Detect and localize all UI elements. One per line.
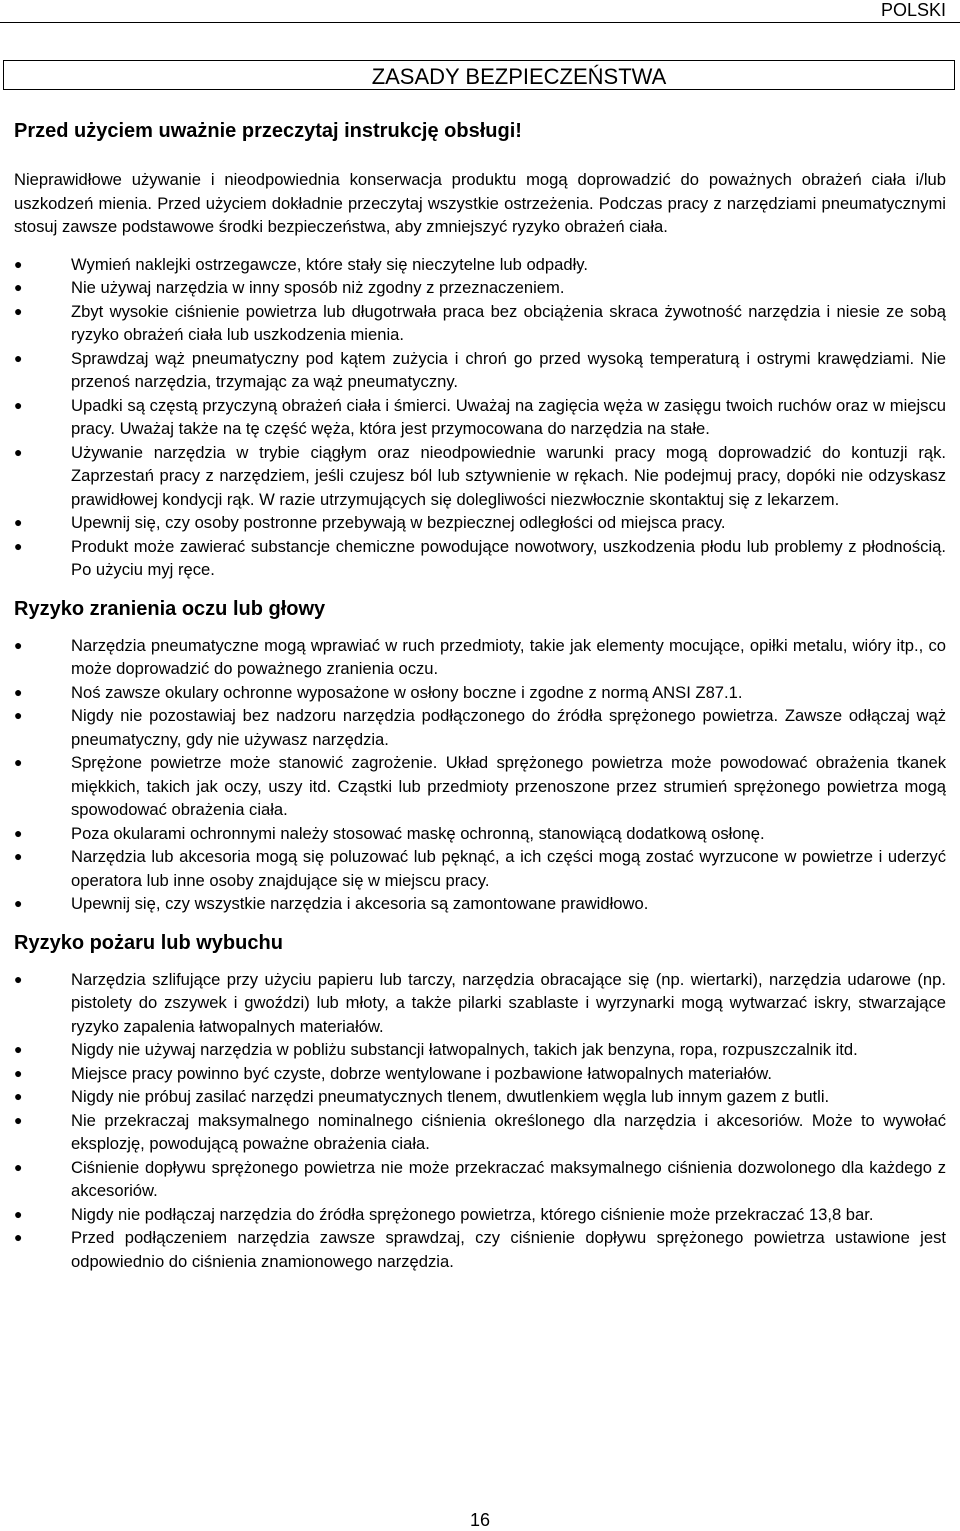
title-box [3,60,955,90]
bullet-icon: ● [14,1158,23,1175]
list-item: ● Poza okularami ochronnymi należy stosować maskę ochronną, stanowiącą dodatkową osłonę. [14,822,946,846]
bullet-icon: ● [14,1111,23,1128]
list-item: ● Produkt może zawierać substancje chemiczne powodujące nowotwory, uszkodzenia płodu lub problemy z płodnością. Po użyciu myj ręce. [14,536,946,579]
bullet-icon: ● [14,302,23,319]
list-item: ● Upewnij się, czy osoby postronne przebywają w bezpiecznej odległości od miejsca pracy. [14,511,946,535]
list-item: ● Noś zawsze okulary ochronne wyposażone w osłony boczne i zgodne z normą ANSI Z87.1. [14,681,946,705]
eyes-section-heading: Ryzyko zranienia oczu lub głowy [14,597,326,620]
bullet-icon: ● [14,396,23,413]
list-item: ● Narzędzia lub akcesoria mogą się poluzować lub pęknąć, a ich części mogą zostać wyrzucone w powietrze i uderzyć operatora lub inne osoby znajdujące się w miejscu pracy. [14,847,946,890]
list-item: ● Przed podłączeniem narzędzia zawsze sprawdzaj, czy ciśnienie dopływu sprężonego powietrza ustawione jest odpowiednio do ciśnienia znamionowego narzędzia. [14,1228,946,1271]
bullet-icon: ● [14,279,23,295]
bullet-icon: ● [14,683,23,700]
bullet-icon: ● [14,537,23,554]
page-number: 16 [469,1510,491,1530]
bullet-icon: ● [14,970,23,987]
fire-safety-list [14,968,946,1274]
bullet-icon: ● [14,895,23,911]
list-item: ● Miejsce pracy powinno być czyste, dobrze wentylowane i pozbawione łatwopalnych materiałów. [14,1062,946,1086]
bullet-icon: ● [14,1088,23,1104]
bullet-icon: ● [14,848,23,864]
list-item: ● Ciśnienie dopływu sprężonego powietrza nie może przekraczać maksymalnego ciśnienia dozwolonego dla każdego z akcesoriów. [14,1157,946,1200]
bullet-icon: ● [14,1229,23,1245]
list-item: ● Nigdy nie pozostawiaj bez nadzoru narzędzia podłączonego do źródła sprężonego powietrza. Zawsze odłączaj wąż pneumatyczny, gdy nie używasz narzędzia. [14,706,946,749]
bullet-icon: ● [14,1064,23,1081]
list-item: ● Nigdy nie podłączaj narzędzia do źródła sprężonego powietrza, którego ciśnienie może przekraczać 13,8 bar. [14,1203,946,1227]
list-item: ● Upewnij się, czy wszystkie narzędzia i akcesoria są zamontowane prawidłowo. [14,892,946,916]
language-label: POLSKI [880,0,946,20]
header-divider [0,22,960,23]
intro-paragraph: Nieprawidłowe używanie i nieodpowiednia konserwacja produktu mogą doprowadzić do poważnych obrażeń ciała i/lub uszkodzeń mienia. Przed użyciem dokładnie przeczytaj wszystkie ostrzeżenia. Podczas pracy z narzędziami pneumatycznymi stosuj zawsze podstawowe środki bezpieczeństwa, aby zmniejszyć ryzyko obrażeń ciała. [14,170,946,236]
document-body [14,118,946,1273]
list-item: ● Nie używaj narzędzia w inny sposób niż zgodny z przeznaczeniem. [14,276,946,300]
list-item: ● Narzędzia pneumatyczne mogą wprawiać w ruch przedmioty, takie jak elementy mocujące, opiłki metalu, wióry itp., co może doprowadzić do poważnego zranienia oczu. [14,635,946,678]
list-item: ● Nigdy nie próbuj zasilać narzędzi pneumatycznych tlenem, dwutlenkiem węgla lub innym gazem z butli. [14,1085,946,1109]
eyes-safety-list [14,634,946,916]
bullet-icon: ● [14,255,23,272]
list-item: ● Sprężone powietrze może stanowić zagrożenie. Układ sprężonego powietrza może powodować obrażenia tkanek miękkich, takich jak oczy, uszy itd. Cząstki lub przedmioty przenoszone przez strumień sprężonego powietrza mogą spowodować obrażenia ciała. [14,753,946,819]
bullet-icon: ● [14,754,23,770]
list-item: ● Sprawdzaj wąż pneumatyczny pod kątem zużycia i chroń go przed wysoką temperaturą i ostrymi krawędziami. Nie przenoś narzędzia, trzymając za wąż pneumatyczny. [14,348,946,391]
page-title: ZASADY BEZPIECZEŃSTWA [371,64,667,89]
bullet-icon: ● [14,636,23,653]
list-item: ● Zbyt wysokie ciśnienie powietrza lub długotrwała praca bez obciążenia skraca żywotność narzędzia i niesie ze sobą ryzyko obrażeń ciała lub uszkodzenia mienia. [14,301,946,344]
list-item: ● Używanie narzędzia w trybie ciągłym oraz nieodpowiednie warunki pracy mogą doprowadzić do kontuzji rąk. Zaprzestań pracy z narzędziem, jeśli czujesz ból lub sztywnienie w rękach. Nie podejmuj pracy, dopóki nie odzyskasz prawidłowej kondycji rąk. W razie utrzymujących się dolegliwości niezwłocznie skontaktuj się z lekarzem. [14,442,946,509]
bullet-icon: ● [14,514,23,530]
bullet-icon: ● [14,707,23,723]
fire-section-heading: Ryzyko pożaru lub wybuchu [14,931,283,954]
read-instructions-heading: Przed użyciem uważnie przeczytaj instrukcję obsługi! [14,120,522,142]
bullet-icon: ● [14,824,23,841]
list-item: ● Nigdy nie używaj narzędzia w pobliżu substancji łatwopalnych, takich jak benzyna, ropa, rozpuszczalnik itd. [14,1038,946,1062]
page-header [0,0,960,22]
list-item: ● Nie przekraczaj maksymalnego nominalnego ciśnienia określonego dla narzędzia i akcesoriów. Może to wywołać eksplozję, powodującą poważne obrażenia ciała. [14,1110,946,1153]
general-safety-list [14,253,946,582]
bullet-icon: ● [14,1205,23,1222]
bullet-icon: ● [14,1041,23,1057]
bullet-icon: ● [14,443,23,460]
list-item: ● Upadki są częstą przyczyną obrażeń ciała i śmierci. Uważaj na zagięcia węża w zasięgu twoich ruchów oraz w miejscu pracy. Uważaj także na tę część węża, która jest przymocowana do narzędzia na stałe. [14,395,946,438]
bullet-icon: ● [14,349,23,366]
list-item: ● Narzędzia szlifujące przy użyciu papieru lub tarczy, narzędzia obracające się (np. wiertarki), narzędzia udarowe (np. pistolety do zszywek i gwoździ) lub młoty, a także pilarki szablaste i wyrzynarki mogą wytwarzać iskry, stwarzające ryzyko zapalenia łatwopalnych materiałów. [14,969,946,1036]
list-item: ● Wymień naklejki ostrzegawcze, które stały się nieczytelne lub odpadły. [14,253,946,277]
